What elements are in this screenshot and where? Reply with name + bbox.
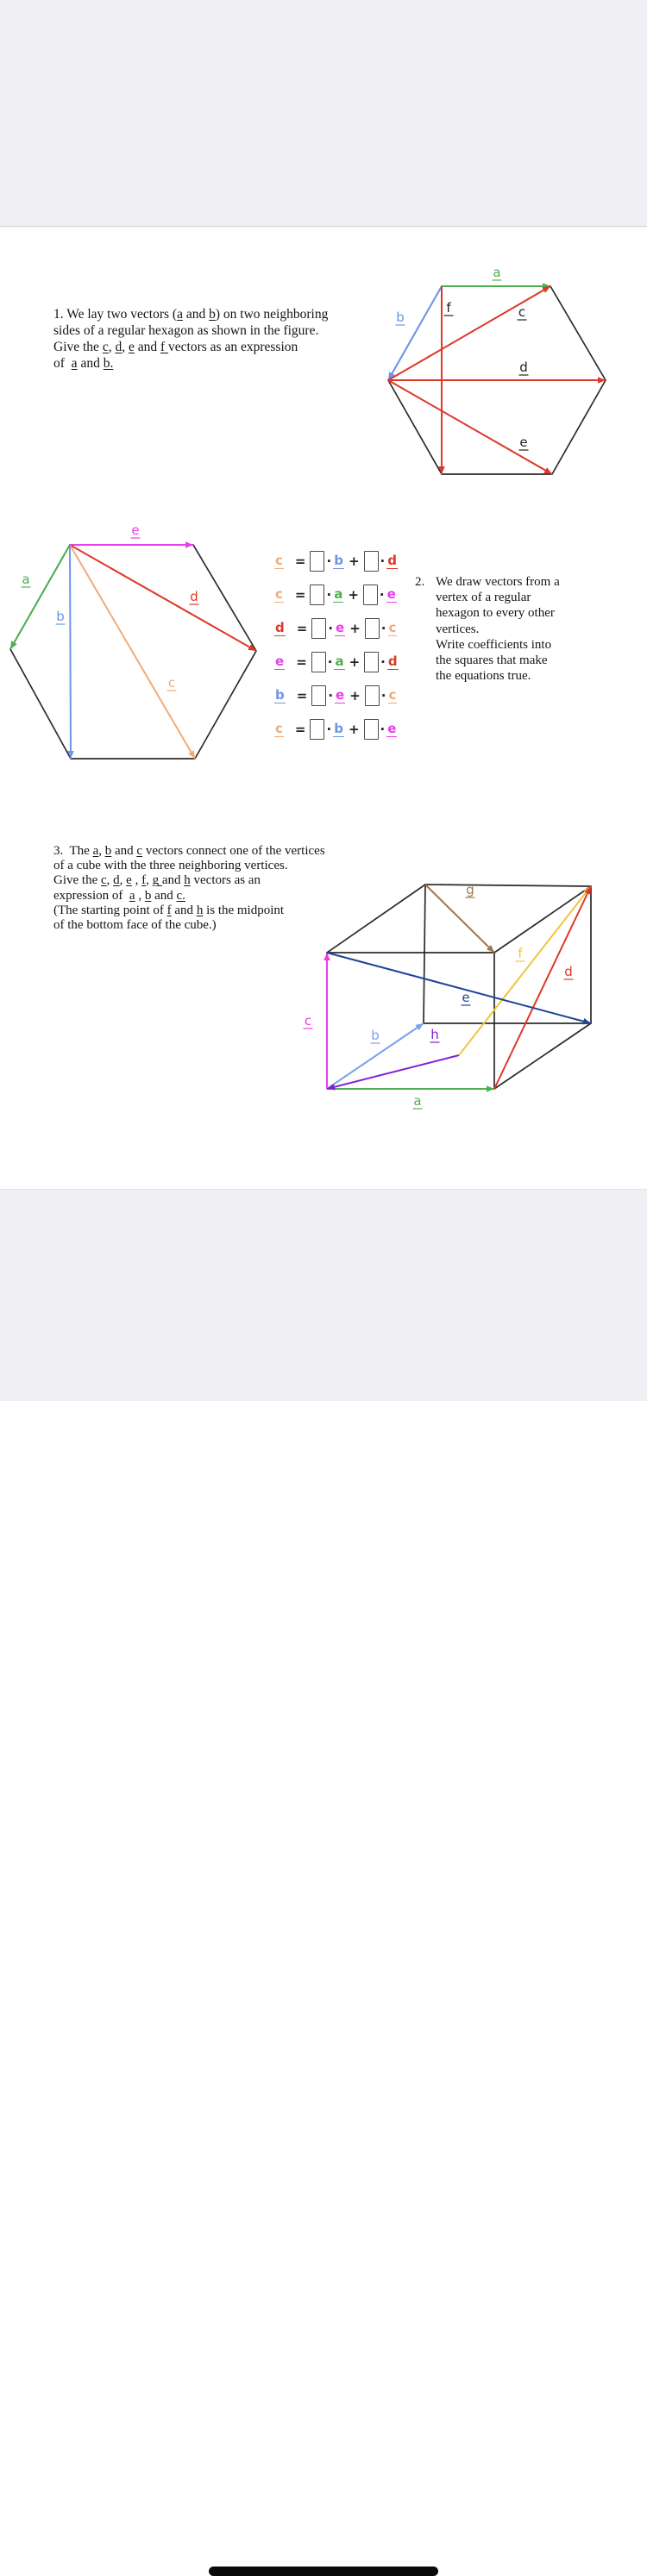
dot-sign: · bbox=[326, 722, 332, 737]
dot-sign: · bbox=[380, 722, 386, 737]
vector-arrow-d bbox=[494, 886, 591, 1089]
vector-letter-e: e bbox=[336, 619, 345, 635]
vector-label-d: d bbox=[190, 589, 198, 604]
vector-label-e: e bbox=[131, 522, 140, 538]
text-line: hexagon to every other bbox=[436, 606, 555, 621]
text-line: vertices. bbox=[436, 622, 480, 636]
vector-letter-c: c bbox=[275, 552, 283, 568]
problem2-number: 2. bbox=[415, 575, 425, 589]
vector-letter-e: e bbox=[386, 585, 396, 602]
vector-letter-b: b bbox=[334, 552, 343, 568]
cube-figure bbox=[293, 862, 623, 1122]
vector-label-d: d bbox=[519, 360, 528, 375]
equation-row bbox=[274, 716, 399, 742]
hexagon1-figure bbox=[371, 259, 621, 491]
equals-sign: = bbox=[296, 654, 307, 670]
coefficient-box bbox=[311, 618, 326, 639]
coefficient-box bbox=[311, 652, 326, 672]
dot-sign: · bbox=[380, 654, 386, 670]
problem2-text bbox=[436, 574, 560, 684]
equation-row bbox=[274, 683, 399, 709]
cube-edge bbox=[425, 885, 591, 886]
vector-label-a: a bbox=[22, 572, 30, 587]
problem1-text bbox=[53, 306, 328, 372]
vector-letter-e: e bbox=[275, 653, 285, 669]
text-line: of a cube with the three neighboring vertices. bbox=[53, 859, 288, 873]
text-line: of the bottom face of the cube.) bbox=[53, 918, 217, 933]
plus-sign: + bbox=[349, 688, 361, 703]
dot-sign: · bbox=[380, 621, 386, 636]
equation-row bbox=[274, 649, 399, 675]
cube-edge bbox=[494, 1023, 591, 1089]
vector-arrowhead-e bbox=[185, 541, 193, 548]
vector-letter-d: d bbox=[387, 552, 397, 568]
vector-arrow-e bbox=[327, 953, 591, 1023]
vector-label-a: a bbox=[413, 1093, 422, 1109]
text-line: sides of a regular hexagon as shown in the figure. bbox=[53, 323, 319, 338]
vector-letter-c: c bbox=[388, 686, 397, 703]
coefficient-box bbox=[364, 652, 379, 672]
dot-sign: · bbox=[380, 688, 386, 703]
vector-arrow-b bbox=[388, 286, 442, 380]
vector-letter-c: c bbox=[275, 720, 283, 736]
cube-svg bbox=[293, 862, 623, 1117]
equals-sign: = bbox=[296, 688, 308, 703]
vector-label-a: a bbox=[493, 265, 501, 280]
text-line: Give the c, d, e and f vectors as an expression bbox=[53, 340, 298, 354]
hexagon-1-svg bbox=[371, 259, 621, 487]
vector-arrowhead-b bbox=[415, 1023, 424, 1030]
home-indicator[interactable] bbox=[209, 2567, 438, 2576]
text-line: 3. The a, b and c vectors connect one of the vertices bbox=[53, 844, 325, 858]
cube-edge bbox=[494, 886, 591, 953]
plus-sign: + bbox=[349, 654, 361, 670]
text-line: (The starting point of f and h is the midpoint bbox=[53, 903, 285, 917]
coefficient-box bbox=[310, 719, 324, 740]
vector-label-h: h bbox=[430, 1027, 439, 1042]
vector-letter-c: c bbox=[388, 619, 397, 635]
text-line: Write coefficients into bbox=[436, 637, 552, 652]
vector-letter-c: c bbox=[275, 585, 283, 602]
hexagon2-figure bbox=[0, 507, 269, 772]
vector-arrow-h bbox=[327, 1055, 459, 1089]
vector-label-b: b bbox=[56, 609, 65, 624]
bottom-bar-area bbox=[0, 1189, 647, 1401]
plus-sign: + bbox=[348, 722, 360, 737]
equals-sign: = bbox=[294, 722, 306, 737]
vector-arrowhead-a bbox=[487, 1085, 494, 1092]
text-line: Give the c, d, e , f, g and h vectors as an bbox=[53, 873, 261, 888]
equals-sign: = bbox=[294, 587, 306, 603]
plus-sign: + bbox=[348, 587, 359, 603]
cube-edge bbox=[424, 885, 425, 1023]
equation-row bbox=[274, 582, 399, 608]
coefficient-box bbox=[364, 719, 379, 740]
vector-arrow-d bbox=[70, 545, 256, 651]
vector-arrow-b bbox=[70, 545, 71, 759]
vector-label-b: b bbox=[371, 1028, 380, 1043]
plus-sign: + bbox=[348, 553, 360, 569]
vector-label-e: e bbox=[462, 990, 470, 1005]
text-line: vertex of a regular bbox=[436, 591, 531, 605]
text-line: expression of a , b and c. bbox=[53, 888, 185, 903]
vector-label-g: g bbox=[466, 882, 474, 897]
vector-arrow-g bbox=[425, 885, 494, 953]
vector-label-c: c bbox=[304, 1013, 312, 1029]
vector-label-b: b bbox=[396, 309, 405, 325]
dot-sign: · bbox=[326, 587, 332, 603]
coefficient-box bbox=[311, 685, 326, 706]
vector-letter-e: e bbox=[336, 686, 345, 703]
vector-letter-a: a bbox=[335, 653, 344, 669]
dot-sign: · bbox=[328, 688, 334, 703]
vector-label-c: c bbox=[518, 304, 526, 320]
vector-label-d: d bbox=[564, 964, 573, 979]
text-line: the squares that make bbox=[436, 653, 548, 668]
coefficient-box bbox=[364, 551, 379, 572]
equation-row bbox=[274, 616, 399, 641]
vector-arrow-c bbox=[70, 545, 195, 759]
coefficient-box bbox=[363, 585, 378, 605]
dot-sign: · bbox=[326, 553, 332, 569]
vector-letter-e: e bbox=[387, 720, 397, 736]
equation-row bbox=[274, 548, 399, 574]
dot-sign: · bbox=[328, 621, 334, 636]
vector-label-e: e bbox=[519, 435, 528, 450]
hexagon-2-svg bbox=[0, 507, 269, 767]
vector-label-f: f bbox=[446, 300, 451, 316]
equals-sign: = bbox=[294, 553, 306, 569]
equals-sign: = bbox=[296, 621, 308, 636]
text-line: 1. We lay two vectors (a and b) on two neighboring bbox=[53, 307, 329, 322]
vector-label-c: c bbox=[167, 675, 176, 691]
coefficient-box bbox=[365, 685, 380, 706]
dot-sign: · bbox=[327, 654, 333, 670]
status-bar-area bbox=[0, 0, 647, 227]
vector-letter-d: d bbox=[275, 619, 285, 635]
plus-sign: + bbox=[349, 621, 361, 636]
equation-list bbox=[274, 548, 399, 750]
text-line: of a and b. bbox=[53, 356, 114, 371]
coefficient-box bbox=[310, 551, 324, 572]
dot-sign: · bbox=[380, 553, 386, 569]
vector-arrow-a bbox=[10, 545, 70, 649]
dot-sign: · bbox=[379, 587, 385, 603]
vector-letter-b: b bbox=[334, 720, 343, 736]
problem3-text bbox=[53, 844, 325, 933]
vector-arrow-e bbox=[388, 380, 552, 474]
coefficient-box bbox=[310, 585, 324, 605]
vector-letter-d: d bbox=[387, 653, 398, 669]
text-line: the equations true. bbox=[436, 669, 531, 684]
vector-letter-b: b bbox=[275, 686, 285, 703]
cube-edge bbox=[327, 885, 425, 953]
coefficient-box bbox=[365, 618, 380, 639]
vector-letter-a: a bbox=[334, 585, 343, 602]
text-line: We draw vectors from a bbox=[436, 575, 560, 589]
vector-label-f: f bbox=[518, 946, 523, 961]
